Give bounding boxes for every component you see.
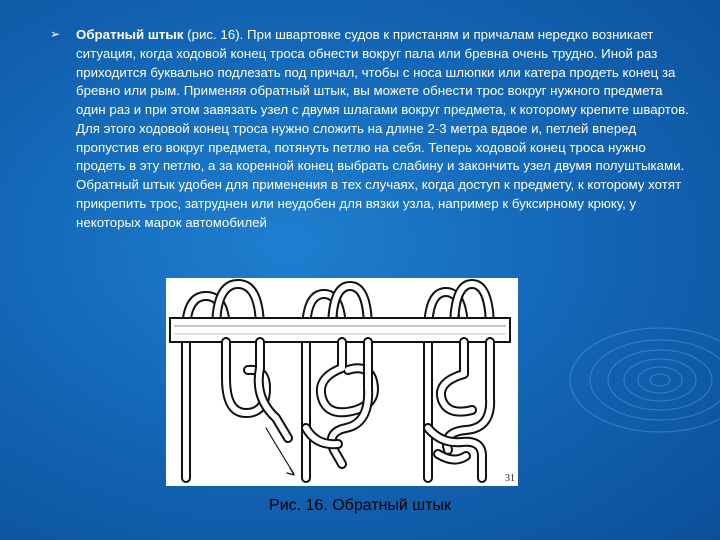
figure-caption: Рис. 16. Обратный штык [269,497,451,514]
term-heading: Обратный штык [76,27,184,42]
paragraph-text: (рис. 16). При швартовке судов к пристаням и причалам нередко возникает ситуация, когда ходовой конец троса обнести вокруг пала или бревна очень трудно. Иной раз приходится буквально подлезать под причал, чтобы с носа шлюпки или катера продеть конец за бревно или рым. Применяя обратный штык, вы можете обнести трос вокруг нужного предмета один раз и при этом завязать узел с двумя шлагами вокруг предмета, к которому крепите швартов. Для этого ходовой конец троса нужно сложить на длине 2-3 метра вдвое и, петлей вперед пропустив его вокруг предмета, потянуть петлю на себя. Теперь ходовой конец троса нужно продеть в эту петлю, а за коренной конец выбрать слабину и закончить узел двумя полуштыками. Обратный штык удобен для применения в тех случаях, когда доступ к предмету, к которому хотят прикрепить трос, затруднен или неудобен для вязки узла, например к буксирному крюку, у некоторых марок автомобилей [76,27,689,230]
bullet-arrow-icon: ➢ [50,27,61,41]
figure-image [166,278,518,486]
figure-number-label: 31 [505,473,515,484]
body-paragraph [76,26,694,232]
water-ripple-decoration [540,270,720,470]
knot-illustration-icon [166,278,518,486]
